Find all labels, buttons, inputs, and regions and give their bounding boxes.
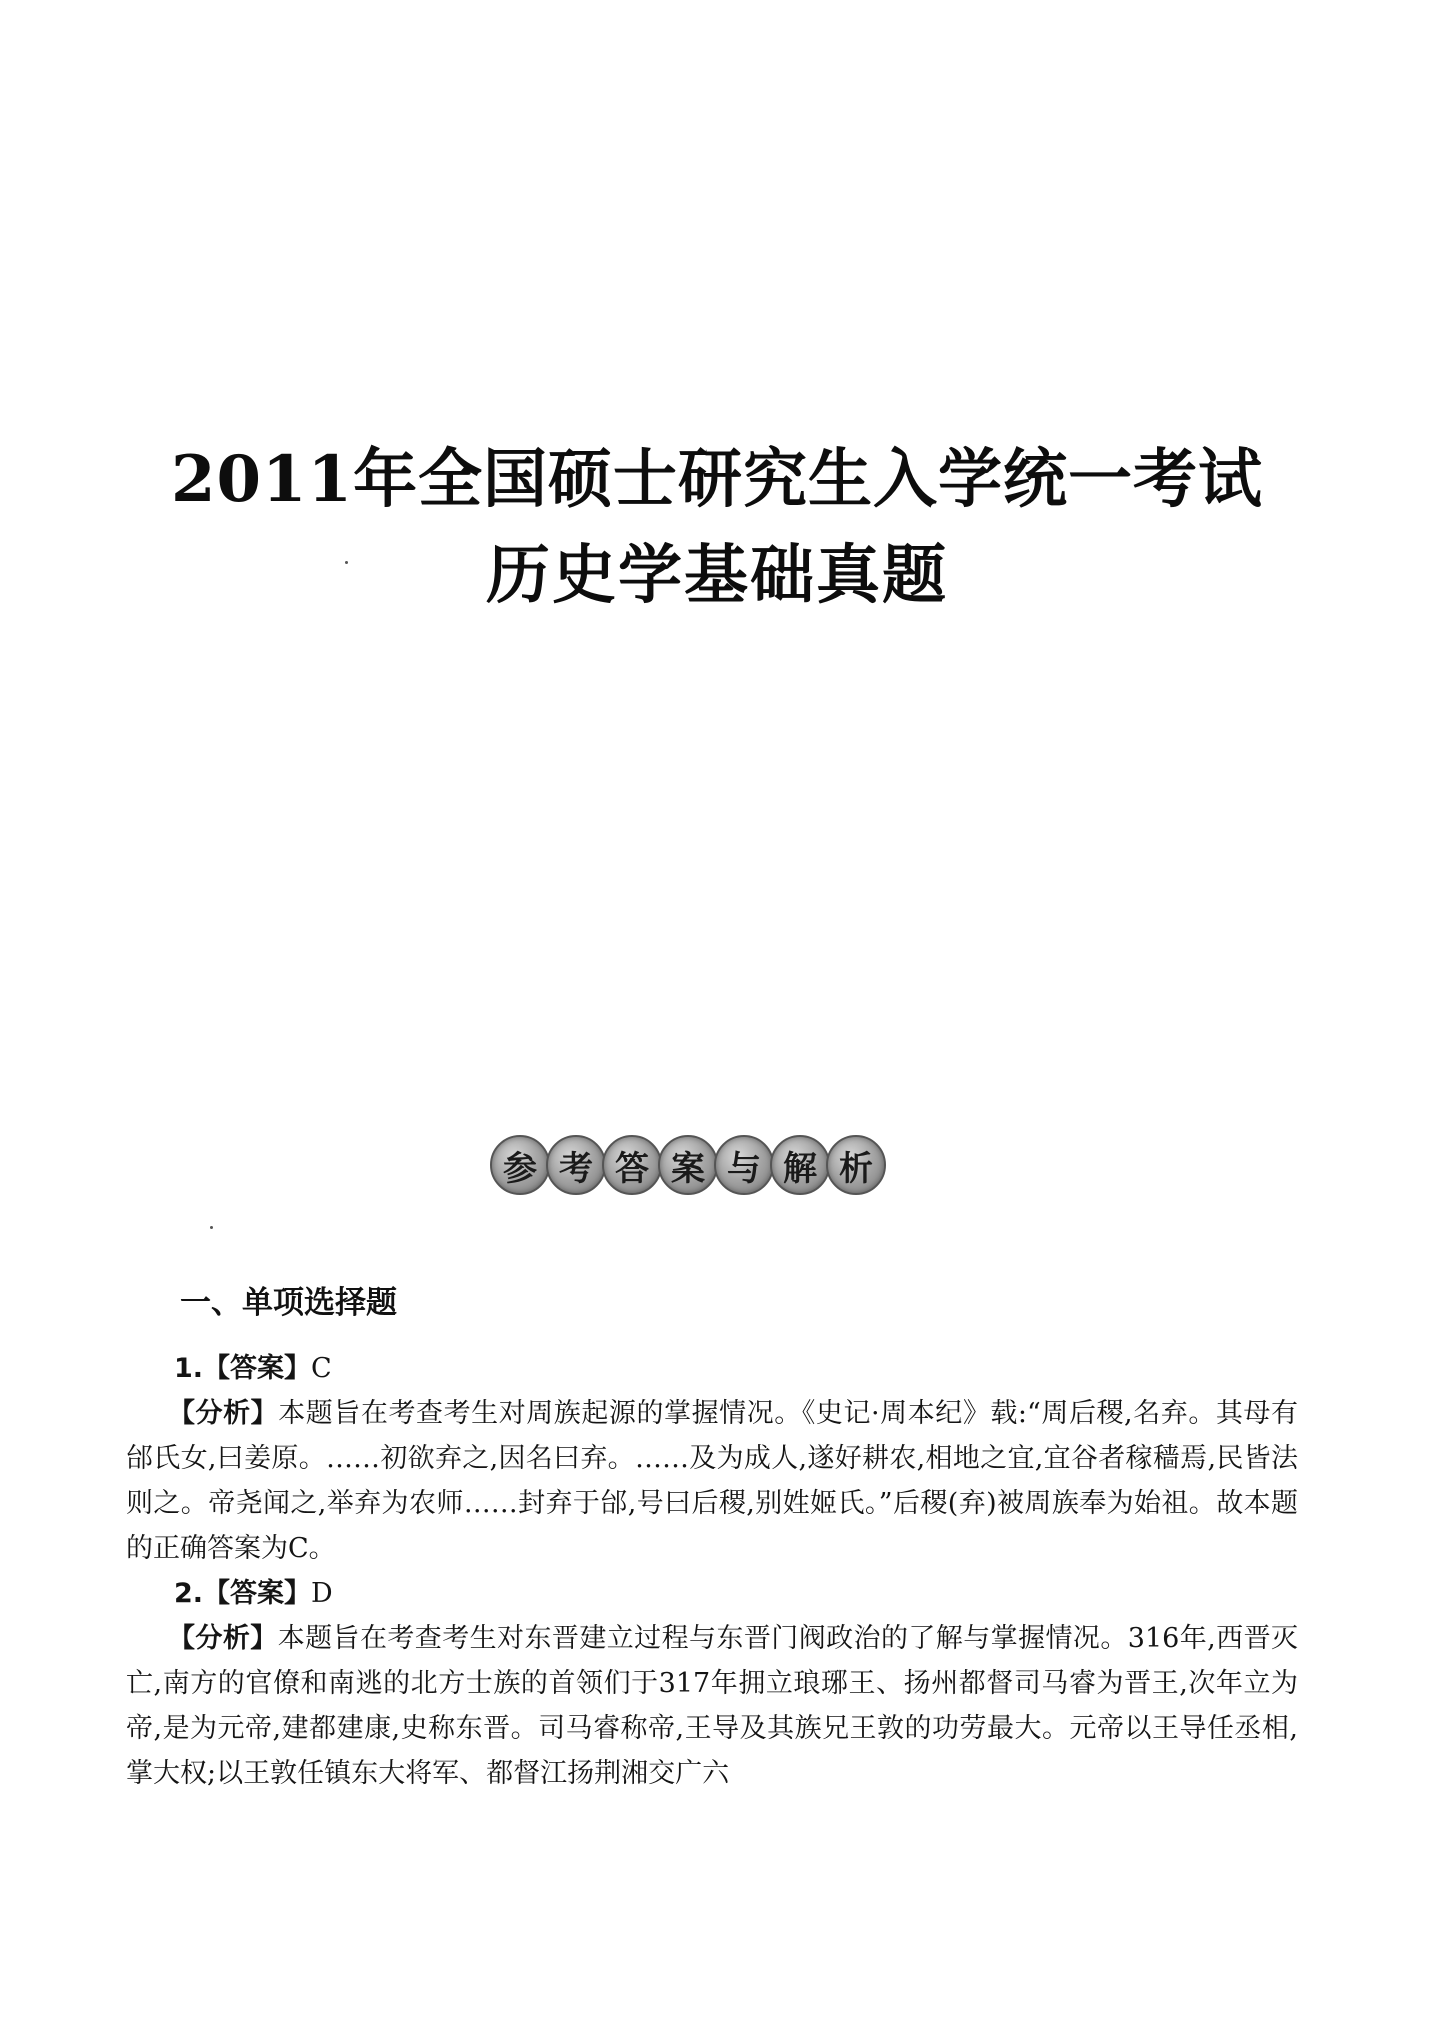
banner-char: 与 [714,1135,774,1195]
banner-char: 解 [770,1135,830,1195]
answers-banner [492,1127,884,1203]
scan-speck [210,1226,213,1229]
answer-line [126,1346,1298,1391]
analysis-paragraph [126,1391,1298,1571]
analysis-label: 【分析】 [168,1398,279,1429]
title-line-2: 历史学基础真题 [486,538,948,613]
analysis-text: 本题旨在考查考生对东晋建立过程与东晋门阀政治的了解与掌握情况。316年,西晋灭亡,南方的官僚和南逃的北方士族的首领们于317年拥立琅琊王、扬州都督司马睿为晋王,次年立为帝,是为元帝,建都建康,史称东晋。司马睿称帝,王导及其族兄王敦的功劳最大。元帝以王导任丞相,掌大权;以王敦任镇东大将军、都督江扬荆湘交广六 [126,1623,1298,1789]
banner-char: 析 [826,1135,886,1195]
analysis-label: 【分析】 [168,1623,278,1654]
answer-value: C [311,1353,332,1384]
analysis-text: 本题旨在考查考生对周族起源的掌握情况。《史记·周本纪》载:“周后稷,名弃。其母有邰氏女,曰姜原。……初欲弃之,因名曰弃。……及为成人,遂好耕农,相地之宜,宜谷者稼穑焉,民皆法则之。帝尧闻之,举弃为农师……封弃于邰,号曰后稷,别姓姬氏。”后稷(弃)被周族奉为始祖。故本题的正确答案为C。 [126,1398,1298,1564]
title-line-1: 2011年全国硕士研究生入学统一考试 [170,442,1264,517]
answer-line [126,1571,1298,1616]
banner-char: 答 [602,1135,662,1195]
analysis-paragraph [126,1616,1298,1796]
banner-char: 参 [490,1135,550,1195]
page-title [0,432,1434,624]
banner-char: 考 [546,1135,606,1195]
answer-value: D [311,1578,333,1609]
section-heading: 一、单项选择题 [180,1285,397,1321]
answer-label: 2.【答案】 [174,1578,312,1609]
answers-content [126,1346,1298,1796]
banner-char: 案 [658,1135,718,1195]
answer-label: 1.【答案】 [174,1353,312,1384]
